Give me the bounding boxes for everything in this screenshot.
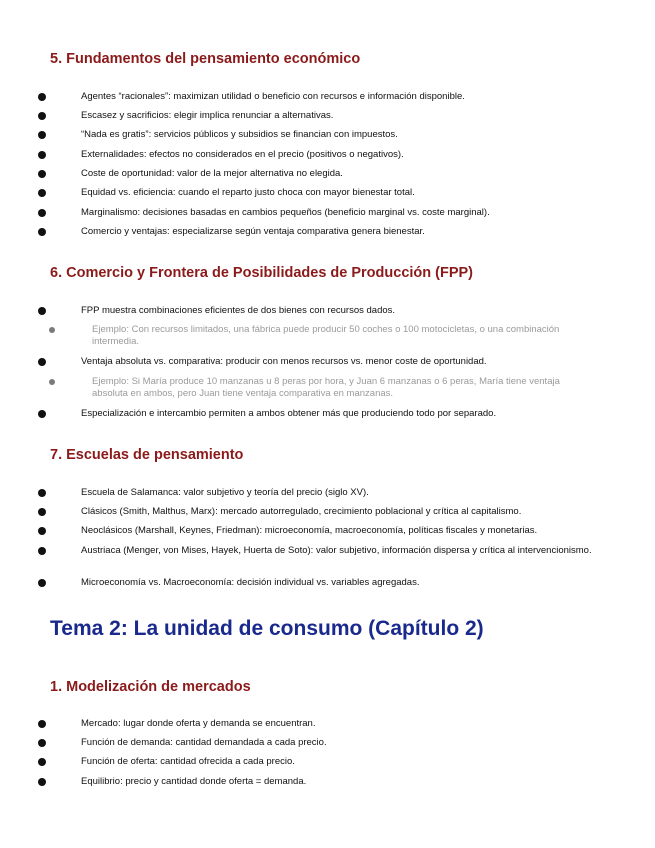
bullet-icon	[38, 410, 46, 418]
bullet-icon	[38, 228, 46, 236]
section-1-heading: 1. Modelización de mercados	[50, 679, 251, 695]
bullet-icon	[49, 379, 55, 385]
bullet-icon	[38, 151, 46, 159]
section-6-heading: 6. Comercio y Frontera de Posibilidades de Producción (FPP)	[50, 265, 474, 281]
bullet-icon	[38, 112, 46, 120]
bullet-icon	[49, 327, 55, 333]
bullet-icon	[38, 739, 46, 747]
bullet-icon	[38, 189, 46, 197]
bullet-icon	[38, 720, 46, 728]
bullet-icon	[38, 778, 46, 786]
bullet-icon	[38, 93, 46, 101]
section-7-heading: 7. Escuelas de pensamiento	[50, 447, 244, 463]
bullet-icon	[38, 170, 46, 178]
bullet-icon	[38, 527, 46, 535]
bullet-icon	[38, 758, 46, 766]
bullet-icon	[38, 547, 46, 555]
bullet-icon	[38, 579, 46, 587]
bullet-icon	[38, 209, 46, 217]
bullet-icon	[38, 307, 46, 315]
bullet-icon	[38, 358, 46, 366]
bullet-icon	[38, 508, 46, 516]
section-5-heading: 5. Fundamentos del pensamiento económico	[50, 51, 361, 67]
bullet-icon	[38, 131, 46, 139]
document-page: 5. Fundamentos del pensamiento económico Agentes “racionales”: maximizan utilidad o beneficio con recursos e información disponible. Escasez y sacrificios: elegir implica renunciar a alternativas. “Nada es gratis”: servicios públicos y subsidios se financian con impuestos. Externalidades: efectos no considerados en el precio (positivos o negativos). Coste de oportunidad: valor de la mejor alternativa no elegida. Equidad vs. eficiencia: cuando el reparto justo choca con mayor bienestar total. Marginalismo: decisiones basadas en cambios pequeños (beneficio marginal vs. coste marginal). Comercio y ventajas: especializarse según ventaja comparativa genera bienestar. 6. Comercio y Frontera de Posibilidades de Producción (FPP) FPP muestra combinaciones eficientes de dos bienes con recursos dados. Ejemplo: Con recursos limitados, una fábrica puede producir 50 coches o 100 motocicletas, o una combinación intermedia. Ventaja absoluta vs. comparativa: producir con menos recursos vs. menor coste de oportunidad. Ejemplo: Si María produce 10 manzanas u 8 peras por hora, y Juan 6 manzanas o 6 peras, María tiene ventaja absoluta en ambos, pero Juan tiene ventaja comparativa en manzanas. Especialización e intercambio permiten a ambos obtener más que produciendo todo por separado. 7. Escuelas de pensamiento Escuela de Salamanca: valor subjetivo y teoría del precio (siglo XV). Clásicos (Smith, Malthus, Marx): mercado autorregulado, crecimiento poblacional y crítica al capitalismo. Neoclásicos (Marshall, Keynes, Friedman): microeconomía, macroeconomía, políticas fiscales y monetarias. Austriaca (Menger, von Mises, Hayek, Huerta de Soto): valor subjetivo, información dispersa y crítica al intervencionismo. Microeconomía vs. Macroeconomía: decisión individual vs. variables agregadas. Tema 2: La unidad de consumo (Capítulo 2) 1. Modelización de mercados Mercado: lugar donde oferta y demanda se encuentran. Función de demanda: cantidad demandada a cada precio. Función de oferta: cantidad ofrecida a cada precio. Equilibrio: precio y cantidad donde oferta = demanda.	[0, 0, 655, 848]
bullet-icon	[38, 489, 46, 497]
tema-2-heading: Tema 2: La unidad de consumo (Capítulo 2)	[50, 617, 484, 640]
